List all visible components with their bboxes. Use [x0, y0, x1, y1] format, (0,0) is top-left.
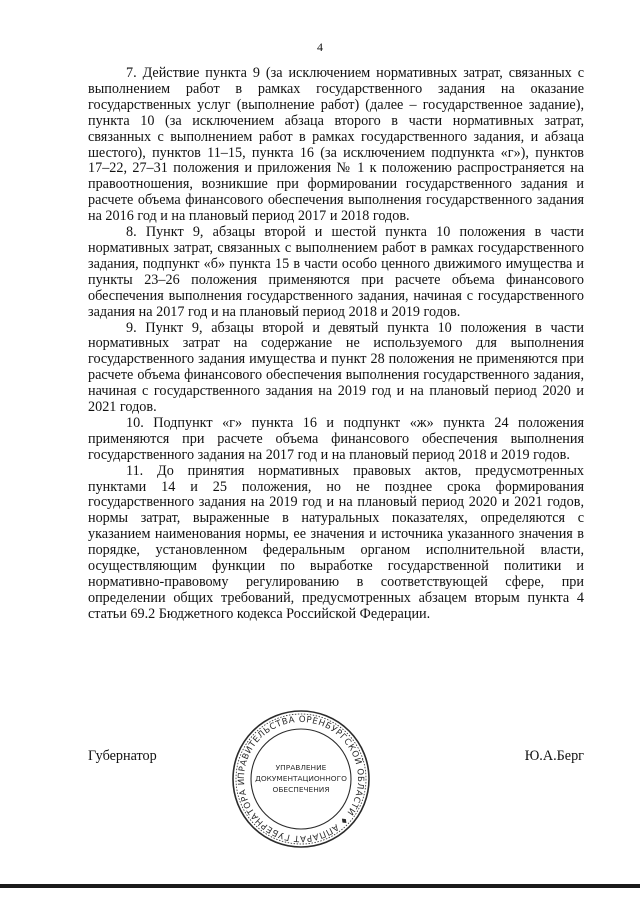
signature-name: Ю.А.Берг [524, 748, 584, 764]
paragraph-10: 10. Подпункт «г» пункта 16 и подпункт «ж» пункта 24 положения применяются при расчете объема финансового обеспечения выполнения государственного задания на 2017 год и на плановый период 2018 и 2019 годов. [88, 414, 584, 463]
page-number: 4 [317, 40, 323, 54]
signature-block [88, 748, 584, 768]
seal-outer-text: ПРАВИТЕЛЬСТВА ОРЕНБУРГСКОЙ ОБЛАСТИ ♦ АППАРАТ ГУБЕРНАТОРА И [236, 714, 366, 844]
paragraph-9: 9. Пункт 9, абзацы второй и девятый пункта 10 положения в части нормативных затрат на содержание не используемого для выполнения государственного задания имущества и пункт 28 положения не применяются при расчете объема финансового обеспечения выполнения государственного задания, начиная с государственного задания на 2019 год и на плановый период 2020 и 2021 годов. [88, 319, 584, 416]
signature-title: Губернатор [88, 748, 157, 764]
seal-line-3: ОБЕСПЕЧЕНИЯ [272, 785, 330, 794]
seal-line-1: УПРАВЛЕНИЕ [275, 763, 327, 772]
seal-graphic [230, 708, 372, 850]
document-body [88, 66, 584, 623]
seal-line-2: ДОКУМЕНТАЦИОННОГО [255, 774, 347, 783]
paragraph-11: 11. До принятия нормативных правовых актов, предусмотренных пунктами 14 и 25 положения, но не позднее срока формирования государственного задания на 2019 год и на плановый период 2020 и 2021 годов, нормы затрат, выраженные в натуральных показателях, определяются с указанием наименования нормы, ее значения и источника указанного значения в порядке, установленном федеральным органом исполнительной власти, осуществляющим функции по выработке государственной политики и нормативно-правовому регулированию в соответствующей сфере, при определении общих требований, предусмотренных абзацем вторым пункта 4 статьи 69.2 Бюджетного кодекса Российской Федерации. [88, 462, 584, 622]
official-seal-stamp [230, 708, 372, 850]
paragraph-8: 8. Пункт 9, абзацы второй и шестой пункта 10 положения в части нормативных затрат, связанных с выполнением работ в рамках государственного задания, подпункт «б» пункта 15 в части особо ценного движимого имущества и пункты 23–26 положения применяются при расчете объема финансового обеспечения выполнения государственного задания, начиная с государственного задания на 2017 год и на плановый период 2018 и 2019 годов. [88, 224, 584, 320]
bottom-divider [0, 884, 640, 888]
paragraph-7: 7. Действие пункта 9 (за исключением нормативных затрат, связанных с выполнением работ в рамках государственного задания на оказание государственных услуг (выполнение работ) (далее – государственное задание), пункта 10 (за исключением абзаца второго в части нормативных затрат, связанных с выполнением работ в рамках государственного задания, и абзаца шестого), пунктов 11–15, пункта 16 (за исключением подпункта «г»), пунктов 17–22, 27–31 положения и приложения № 1 к положению распространяется на правоотношения, возникшие при формировании государственного задания и расчете объема финансового обеспечения выполнения государственного задания на 2016 год и на плановый период 2017 и 2018 годов. [88, 65, 584, 225]
